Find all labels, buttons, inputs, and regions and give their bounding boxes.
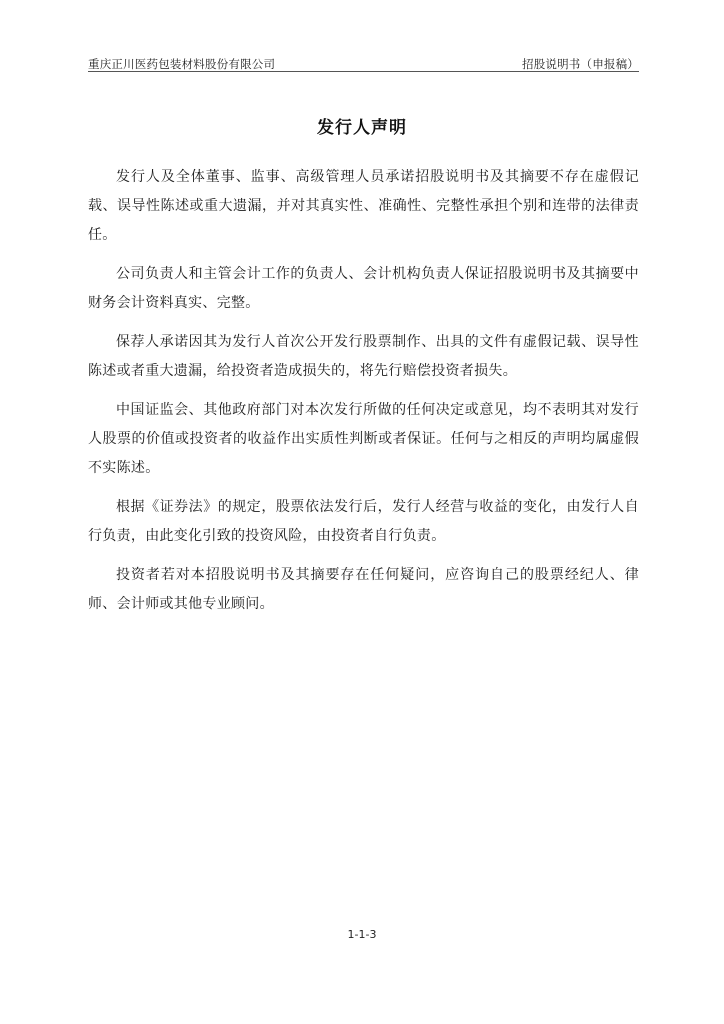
paragraph: 根据《证券法》的规定，股票依法发行后，发行人经营与收益的变化，由发行人自行负责，由此变化引致的投资风险，由投资者自行负责。 (88, 499, 639, 544)
page-number: 1-1-3 (347, 928, 377, 941)
paragraph: 发行人及全体董事、监事、高级管理人员承诺招股说明书及其摘要不存在虚假记载、误导性陈述或重大遗漏，并对其真实性、准确性、完整性承担个别和连带的法律责任。 (88, 169, 639, 243)
declaration-body (88, 163, 639, 629)
header-company-name: 重庆正川医药包装材料股份有限公司 (88, 57, 276, 71)
paragraph: 公司负责人和主管会计工作的负责人、会计机构负责人保证招股说明书及其摘要中财务会计资料真实、完整。 (88, 266, 639, 311)
paragraph: 投资者若对本招股说明书及其摘要存在任何疑问，应咨询自己的股票经纪人、律师、会计师或其他专业顾问。 (88, 567, 639, 612)
paragraph: 保荐人承诺因其为发行人首次公开发行股票制作、出具的文件有虚假记载、误导性陈述或者重大遗漏，给投资者造成损失的，将先行赔偿投资者损失。 (88, 334, 639, 379)
header-document-type: 招股说明书（申报稿） (522, 57, 639, 71)
page-title: 发行人声明 (317, 118, 407, 138)
page-header (88, 52, 639, 72)
paragraph: 中国证监会、其他政府部门对本次发行所做的任何决定或意见，均不表明其对发行人股票的价值或投资者的收益作出实质性判断或者保证。任何与之相反的声明均属虚假不实陈述。 (88, 402, 639, 476)
header-divider (88, 71, 639, 72)
